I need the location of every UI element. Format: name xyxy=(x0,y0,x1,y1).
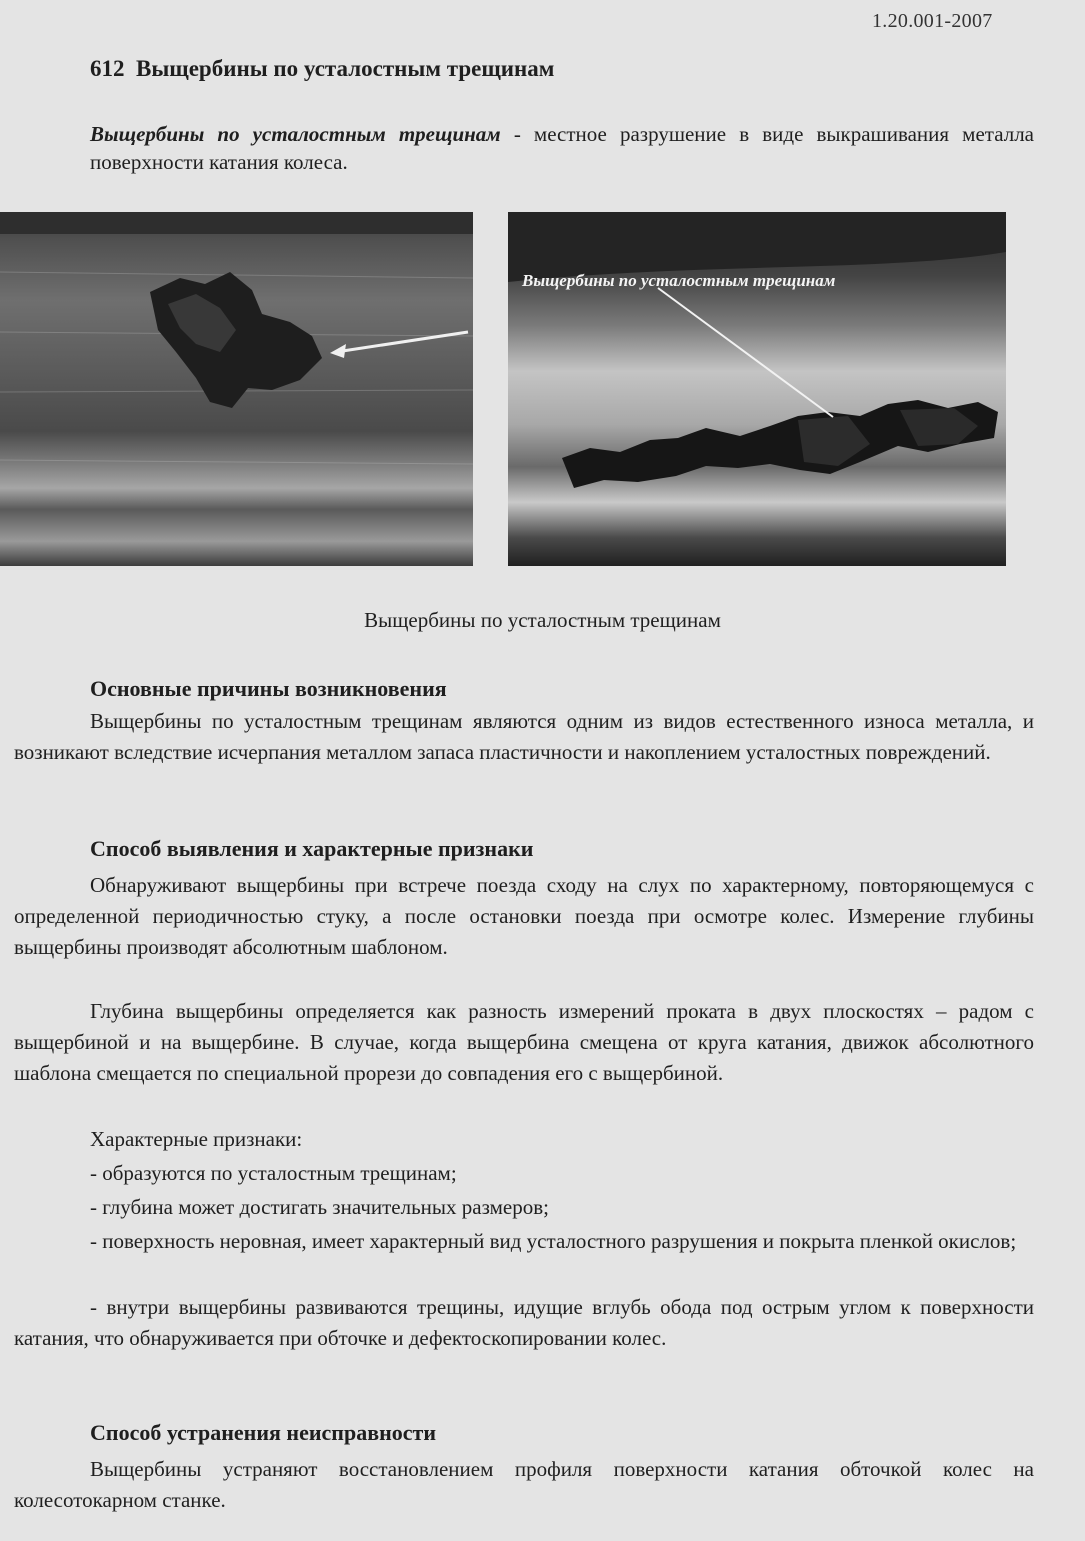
repair-text: Выщербины устраняют восстановлением профиля поверхности катания обточкой колес на колесотокарном станке. xyxy=(14,1457,1034,1512)
photo-right xyxy=(508,212,1006,566)
causes-text: Выщербины по усталостным трещинам являются одним из видов естественного износа металла, и возникают вследствие исчерпания металлом запаса пластичности и накоплением усталостных повреждений. xyxy=(14,709,1034,764)
photo-right-label: Выщербины по усталостным трещинам xyxy=(522,271,836,290)
sign-item: - образуются по усталостным трещинам; xyxy=(90,1161,457,1185)
document-code: 1.20.001-2007 xyxy=(872,10,993,32)
detection-p2-block xyxy=(14,996,1034,1089)
intro-term: Выщербины по усталостным трещинам xyxy=(90,122,501,146)
photo-right-image xyxy=(508,212,1006,566)
sign-item: - внутри выщербины развиваются трещины, идущие вглубь обода под острым углом к поверхности катания, что обнаруживается при обточке и дефектоскопировании колес. xyxy=(14,1295,1034,1350)
intro-definition: - местное разрушение в виде выкрашивания металла поверхности катания колеса. xyxy=(90,122,1035,174)
detection-p1-block xyxy=(14,870,1034,963)
repair-text-block xyxy=(14,1454,1034,1516)
causes-text-block xyxy=(14,706,1034,768)
repair-heading: Способ устранения неисправности xyxy=(90,1420,437,1445)
photo-left-image xyxy=(0,212,473,566)
section-number: 612 xyxy=(90,56,125,81)
sign-3-block xyxy=(14,1226,1034,1257)
detection-p2: Глубина выщербины определяется как разность измерений проката в двух плоскостях – радом с выщербиной и на выщербине. В случае, когда выщербина смещена от круга катания, движок абсолютного шаблона смещается по специальной прорези до совпадения его с выщербиной. xyxy=(14,999,1034,1085)
bleed-through xyxy=(690,60,695,83)
causes-heading: Основные причины возникновения xyxy=(90,676,447,701)
sign-item: - поверхность неровная, имеет характерный вид усталостного разрушения и покрыта пленкой окислов; xyxy=(90,1229,1017,1253)
sign-4-block xyxy=(14,1292,1034,1354)
section-title xyxy=(90,56,554,82)
sign-2-block xyxy=(14,1192,1034,1223)
sign-1-block xyxy=(14,1158,1034,1189)
detection-p1: Обнаруживают выщербины при встрече поезда сходу на слух по характерному, повторяющемуся с определенной периодичностью стуку, а после остановки поезда при осмотре колес. Измерение глубины выщербины производят абсолютным шаблоном. xyxy=(14,873,1034,959)
intro-paragraph xyxy=(90,120,1034,176)
detection-heading: Способ выявления и характерные признаки xyxy=(90,836,534,861)
signs-title: Характерные признаки: xyxy=(90,1127,303,1151)
signs-title-block xyxy=(14,1124,1034,1155)
section-title-text: Выщербины по усталостным трещинам xyxy=(136,56,555,81)
figure-caption: Выщербины по усталостным трещинам xyxy=(364,608,721,632)
photo-left xyxy=(0,212,473,566)
sign-item: - глубина может достигать значительных размеров; xyxy=(90,1195,549,1219)
